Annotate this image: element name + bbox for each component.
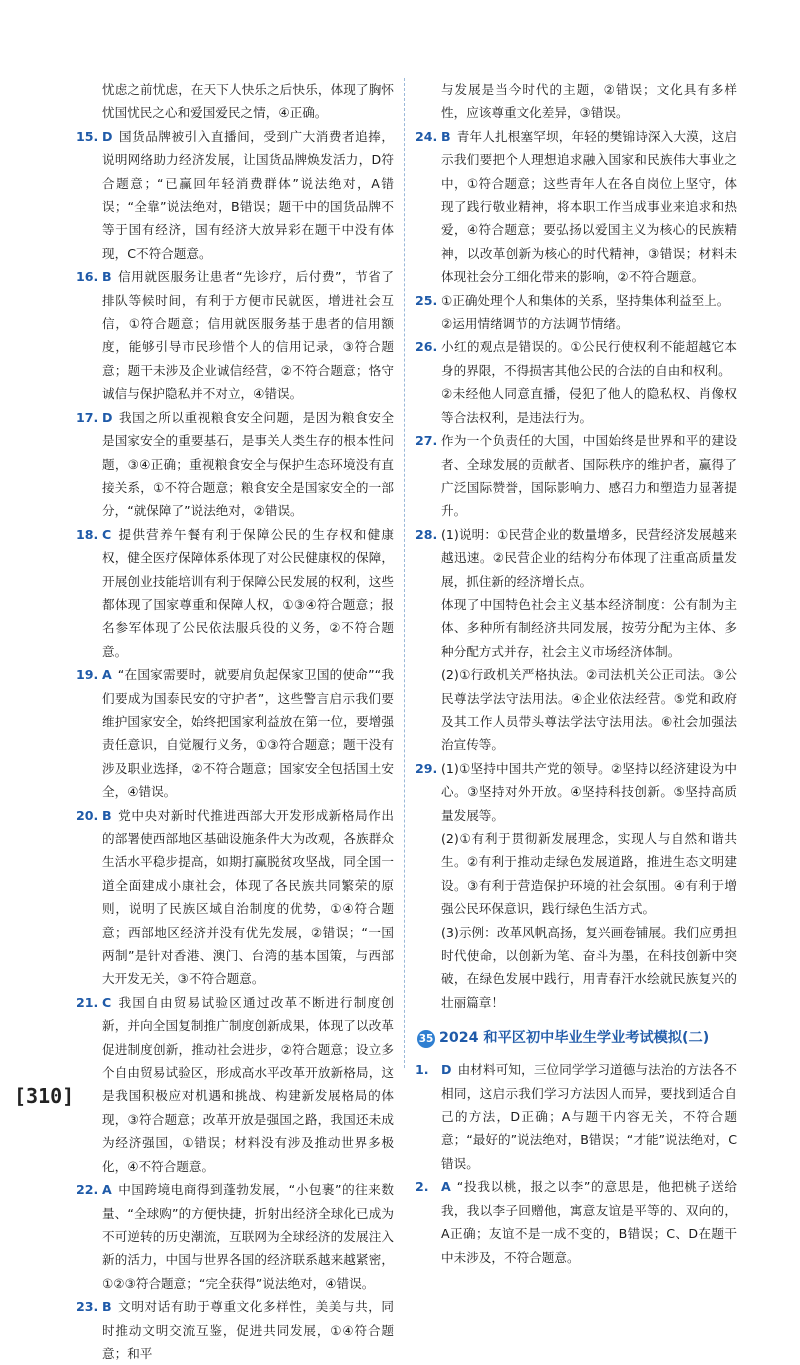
answer-explanation: 国货品牌被引入直播间，受到广大消费者追捧，说明网络助力经济发展，让国货品牌焕发活力，D符合题意；“已赢回年轻消费群体”说法绝对，A错误；“全靠”说法绝对，B错误；题干中的国货品牌不等于国有经济，国有经济大放异彩在题干中没有体现，C不符合题意。 [102,128,394,261]
answer-explanation: 中国跨境电商得到蓬勃发展，“小包裹”的往来数量、“全球购”的方便快捷，折射出经济全球化已成为不可逆转的历史潮流，互联网为全球经济的发展注入新的活力，中国与世界各国的经济联系越来越紧密，①②③符合题意；“完全获得”说法绝对，④错误。 [102,1182,394,1291]
answer-paragraph: 作为一个负责任的大国，中国始终是世界和平的建设者、全球发展的贡献者、国际秩序的维护者，赢得了广泛国际赞誉，国际影响力、感召力和塑造力显著提升。 [441,433,737,519]
answer-item [76,1295,394,1365]
answer-letter: C [102,994,112,1010]
answer-explanation: “在国家需要时，就要肩负起保家卫国的使命”“我们要成为国泰民安的守护者”，这些警言启示我们要维护国家安全，始终把国家利益放在第一位，要增强责任意识，自觉履行义务，①③符合题意；题干没有涉及职业选择，②不符合题意；国家安全包括国土安全，④错误。 [102,667,394,800]
answer-paragraph: (3)示例：改革风帆高扬，复兴画卷铺展。我们应勇担时代使命，以创新为笔、奋斗为墨，在科技创新中突破，在绿色发展中践行，用青春汗水绘就民族复兴的壮丽篇章！ [441,924,737,1010]
answer-item [76,991,394,1178]
answer-explanation: 我国之所以重视粮食安全问题，是因为粮食安全是国家安全的重要基石，是事关人类生存的根本性问题，③④正确；重视粮食安全与保护生态环境没有直接关系，①不符合题意；粮食安全是国家安全的一部分，“就保障了”说法绝对，②错误。 [102,409,394,519]
answer-explanation: 青年人扎根塞罕坝，年轻的樊锦诗深入大漠，这启示我们要把个人理想追求融入国家和民族伟大事业之中，①符合题意；这些青年人在各自岗位上坚守，体现了践行敬业精神，将本职工作当成事业来追求和热爱，④符合题意；要弘扬以爱国主义为核心的民族精神，以改革创新为核心的时代精神，③错误；材料未体现社会分工细化带来的影响，②不符合题意。 [441,128,737,285]
answer-letter: A [441,1179,451,1195]
answer-letter: B [441,128,451,144]
answer-explanation: 文明对话有助于尊重文化多样性，美美与共，同时推动文明交流互鉴，促进共同发展，①④符合题意；和平 [102,1299,394,1361]
page-number: [310] [14,1084,75,1108]
answer-letter: A [102,667,112,683]
answer-letter: D [102,128,113,144]
answer-item [76,663,394,803]
answer-item [76,523,394,663]
answer-explanation: 我国自由贸易试验区通过改革不断进行制度创新，并向全国复制推广制度创新成果，体现了以改革促进制度创新，推动社会进步，②符合题意；设立多个自由贸易试验区，形成高水平改革开放新格局，这是我国积极应对机遇和挑战、构建新发展格局的体现，③符合题意；改革开放是强国之路，我国还未成为经济强国，①错误；材料没有涉及推动世界多极化，④不符合题意。 [102,994,394,1174]
question-number: 17. [76,409,99,425]
answer-explanation: 信用就医服务让患者“先诊疗，后付费”，节省了排队等候时间，有利于方便市民就医，增进社会互信，①符合题意；信用就医服务基于患者的信用额度，能够引导市民珍惜个人的信用记录，③符合题意；题干未涉及企业诚信经营，②不符合题意；恪守诚信与保护隐私并不对立，④错误。 [102,269,394,402]
answer-item [415,1175,737,1269]
section-heading [415,1026,737,1052]
answer-item [76,1178,394,1295]
answer-letter: A [102,1182,112,1198]
answer-item [415,523,737,757]
section-title: 2024 和平区初中毕业生学业考试模拟(二) [439,1030,710,1047]
question-number: 28. [415,526,438,542]
answer-letter: B [102,269,112,285]
question-number: 23. [76,1299,99,1315]
answer-item [415,335,737,429]
question-number: 18. [76,526,99,542]
question-number: 16. [76,269,99,285]
answer-paragraph: (1)①坚持中国共产党的领导。②坚持以经济建设为中心。③坚持对外开放。④坚持科技创新。⑤坚持高质量发展等。 [441,760,737,823]
answer-item [415,757,737,1014]
continuation-text: 与发展是当今时代的主题，②错误；文化具有多样性，应该尊重文化差异，③错误。 [441,82,737,121]
answer-item [415,289,737,336]
question-number: 21. [76,994,99,1010]
answer-item [76,406,394,523]
answer-item [76,265,394,405]
answer-explanation: 党中央对新时代推进西部大开发形成新格局作出的部署使西部地区基础设施条件大为改观，各族群众生活水平稳步提高，如期打赢脱贫攻坚战，同全国一道全面建成小康社会，体现了各民族共同繁荣的原则，说明了民族区域自治制度的优势，①④符合题意；西部地区经济并没有优先发展，②错误；“一国两制”是针对香港、澳门、台湾的基本国策，与西部大开发无关，③不符合题意。 [102,807,394,987]
answer-paragraph: (2)①行政机关严格执法。②司法机关公正司法。③公民尊法学法守法用法。④企业依法经营。⑤党和政府及其工作人员带头尊法学法守法用法。⑥社会加强法治宣传等。 [441,667,737,753]
right-column [415,78,737,1269]
answer-explanation: 提供营养午餐有利于保障公民的生存权和健康权，健全医疗保障体系体现了对公民健康权的保障，开展创业技能培训有利于保障公民发展的权利，这些都体现了国家尊重和保障人权，①③④符合题意；报名参军体现了公民依法服兵役的义务，②不符合题意。 [102,526,394,659]
question-number: 25. [415,292,438,308]
continuation-text: 忧虑之前忧虑，在天下人快乐之后快乐，体现了胸怀忧国忧民之心和爱国爱民之情，④正确。 [102,82,394,121]
question-number: 26. [415,339,438,355]
answer-paragraph: (1)说明：①民营企业的数量增多，民营经济发展越来越迅速。②民营企业的结构分布体现了注重高质量发展，抓住新的经济增长点。 [441,526,737,589]
answer-letter: B [102,1299,112,1315]
column-divider [404,78,405,1068]
answer-paragraph: 小红的观点是错误的。①公民行使权利不能超越它本身的界限，不得损害其他公民的合法的自由和权利。 [441,339,737,378]
answer-item [76,125,394,265]
answer-explanation: “投我以桃，报之以李”的意思是，他把桃子送给我，我以李子回赠他，寓意友谊是平等的、双向的，A正确；友谊不是一成不变的，B错误；C、D在题干中未涉及，不符合题意。 [441,1179,737,1265]
question-number: 1. [415,1062,429,1078]
question-number: 22. [76,1182,99,1198]
question-number: 24. [415,128,438,144]
question-number: 29. [415,760,438,776]
left-column [76,78,394,1365]
section-number-badge: 35 [417,1030,435,1048]
answer-explanation: 由材料可知，三位同学学习道德与法治的方法各不相同，这启示我们学习方法因人而异，要找到适合自己的方法，D正确；A与题干内容无关，不符合题意；“最好的”说法绝对，B错误；“才能”说法绝对，C错误。 [441,1062,737,1171]
answer-paragraph: ②未经他人同意直播，侵犯了他人的隐私权、肖像权等合法权利，是违法行为。 [441,386,737,425]
answer-paragraph: ②运用情绪调节的方法调节情绪。 [441,316,629,332]
question-number: 2. [415,1179,429,1195]
answer-letter: C [102,526,112,542]
answer-item [415,429,737,523]
answer-letter: B [102,807,112,823]
question-number: 19. [76,667,99,683]
answer-item [415,125,737,289]
answer-item [415,1058,737,1175]
question-number: 15. [76,128,99,144]
answer-item [76,804,394,991]
answer-paragraph: 体现了中国特色社会主义基本经济制度：公有制为主体、多种所有制经济共同发展，按劳分配为主体、多种分配方式并存，社会主义市场经济体制。 [441,596,737,659]
answer-letter: D [441,1062,452,1078]
answer-letter: D [102,409,113,425]
answer-paragraph: ①正确处理个人和集体的关系，坚持集体利益至上。 [441,292,730,308]
answer-paragraph: (2)①有利于贯彻新发展理念，实现人与自然和谐共生。②有利于推动走绿色发展道路，推进生态文明建设。③有利于营造保护环境的社会氛围。④有利于增强公民环保意识，践行绿色生活方式。 [441,831,737,917]
question-number: 20. [76,807,99,823]
question-number: 27. [415,433,438,449]
